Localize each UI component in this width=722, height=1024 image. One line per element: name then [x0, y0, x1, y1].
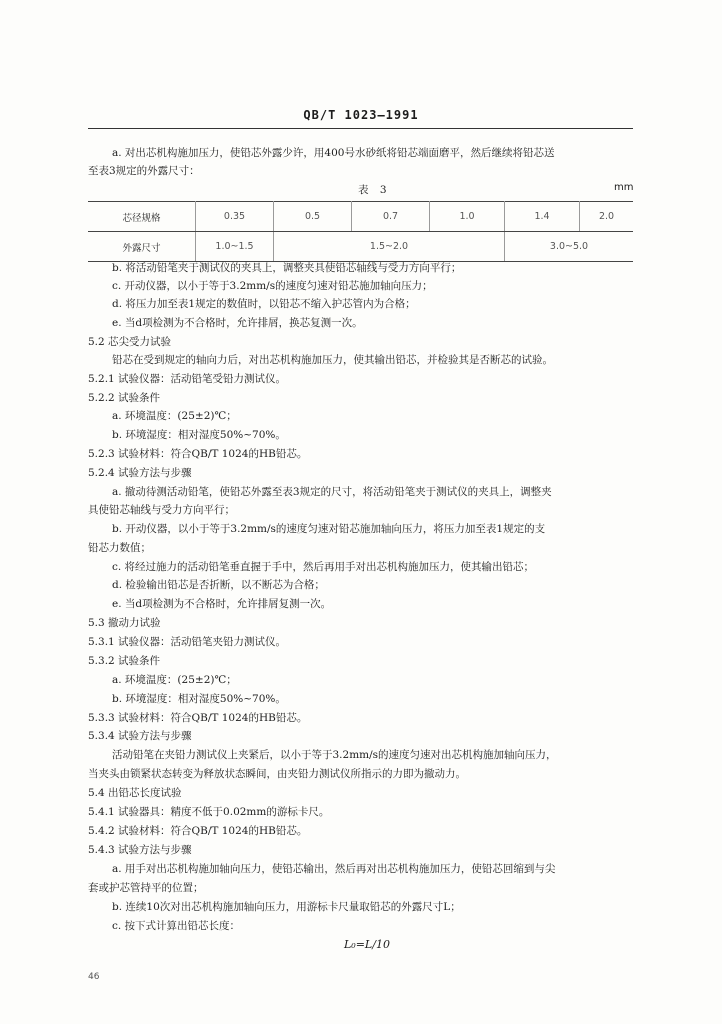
subsection-heading: 5.2.2 试验条件 — [88, 392, 161, 404]
table-cell: 0.35 — [196, 202, 274, 232]
text-line: a. 用手对出芯机构施加轴向压力，使铅芯输出，然后再对出芯机构施加压力，使铅芯回缩到与尖 — [112, 863, 556, 875]
section-heading: 5.2 芯尖受力试验 — [88, 336, 172, 348]
text-line: 当夹头由锁紧状态转变为释放状态瞬间，由夹铅力测试仪所指示的力即为撤动力。 — [88, 768, 466, 780]
section-heading: 5.4 出铅芯长度试验 — [88, 787, 182, 799]
text-line: c. 开动仪器，以小于等于3.2mm/s的速度匀速对铅芯施加轴向压力； — [112, 280, 433, 292]
text-line: a. 环境温度：(25±2)℃； — [112, 410, 237, 422]
text-line: d. 将压力加至表1规定的数值时，以铅芯不缩入护芯管内为合格； — [112, 298, 416, 310]
table-cell: 1.5~2.0 — [274, 232, 505, 262]
table-title: 表 3 — [358, 184, 391, 196]
table-row-label: 芯径规格 — [88, 202, 196, 232]
section-heading: 5.3 撤动力试验 — [88, 617, 161, 629]
subsection-heading: 5.4.1 试验器具：精度不低于0.02mm的游标卡尺。 — [88, 806, 330, 818]
text-line: a. 环境温度：(25±2)℃； — [112, 674, 237, 686]
subsection-heading: 5.4.3 试验方法与步骤 — [88, 844, 192, 856]
text-line: 铅芯在受到规定的轴向力后，对出芯机构施加压力，使其输出铅芯，并检验其是否断芯的试验。 — [112, 354, 553, 366]
subsection-heading: 5.3.1 试验仪器：活动铅笔夹铅力测试仪。 — [88, 636, 287, 648]
page-number: 46 — [88, 972, 100, 982]
subsection-heading: 5.3.3 试验材料：符合QB/T 1024的HB铅芯。 — [88, 712, 308, 724]
subsection-heading: 5.2.4 试验方法与步骤 — [88, 467, 192, 479]
paragraph-a-line-1: a. 对出芯机构施加压力，使铅芯外露少许，用400号水砂纸将铅芯端面磨平，然后继续将铅芯送 — [112, 147, 555, 159]
text-line: b. 环境湿度：相对湿度50%~70%。 — [112, 693, 286, 705]
table-cell: 2.0 — [580, 202, 634, 232]
text-line: 套或护芯管持平的位置； — [88, 882, 204, 894]
table-cell: 1.0~1.5 — [196, 232, 274, 262]
text-line: e. 当d项检测为不合格时，允许排屑复测一次。 — [112, 598, 332, 610]
text-line: b. 将活动铅笔夹于测试仪的夹具上，调整夹具使铅芯轴线与受力方向平行； — [112, 262, 462, 274]
table-cell: 1.4 — [505, 202, 580, 232]
text-line: b. 环境湿度：相对湿度50%~70%。 — [112, 429, 286, 441]
text-line: b. 开动仪器，以小于等于3.2mm/s的速度匀速对铅芯施加轴向压力，将压力加至表1规定的支 — [112, 523, 546, 535]
table-cell: 0.5 — [274, 202, 352, 232]
header-rule — [88, 128, 633, 129]
formula: L₀=L/10 — [344, 938, 390, 951]
spec-table — [88, 201, 633, 262]
text-line: a. 撤动待测活动铅笔，使铅芯外露至表3规定的尺寸，将活动铅笔夹于测试仪的夹具上，调整夹 — [112, 486, 552, 498]
table-row — [88, 232, 633, 262]
subsection-heading: 5.3.4 试验方法与步骤 — [88, 730, 192, 742]
paragraph-a-line-2: 至表3规定的外露尺寸： — [88, 165, 200, 177]
subsection-heading: 5.2.3 试验材料：符合QB/T 1024的HB铅芯。 — [88, 448, 308, 460]
text-line: 具使铅芯轴线与受力方向平行； — [88, 504, 235, 516]
text-line: c. 将经过施力的活动铅笔垂直握于手中，然后再用手对出芯机构施加压力，使其输出铅芯； — [112, 561, 535, 573]
subsection-heading: 5.4.2 试验材料：符合QB/T 1024的HB铅芯。 — [88, 825, 308, 837]
table-cell: 1.0 — [430, 202, 505, 232]
text-line: b. 连续10次对出芯机构施加轴向压力，用游标卡尺量取铅芯的外露尺寸L； — [112, 901, 461, 913]
text-line: c. 按下式计算出铅芯长度： — [112, 920, 241, 932]
table-cell: 0.7 — [352, 202, 430, 232]
standard-code: QB/T 1023—1991 — [303, 108, 419, 122]
table-row-label: 外露尺寸 — [88, 232, 196, 262]
table-row — [88, 202, 633, 232]
text-line: 活动铅笔在夹铅力测试仪上夹紧后，以小于等于3.2mm/s的速度匀速对出芯机构施加轴向压力， — [112, 749, 557, 761]
table-cell: 3.0~5.0 — [505, 232, 634, 262]
table-unit: mm — [614, 182, 634, 193]
subsection-heading: 5.3.2 试验条件 — [88, 655, 161, 667]
text-line: d. 检验输出铅芯是否折断，以不断芯为合格； — [112, 579, 325, 591]
text-line: e. 当d项检测为不合格时，允许排屑，换芯复测一次。 — [112, 317, 363, 329]
text-line: 铅芯力数值； — [88, 542, 151, 554]
subsection-heading: 5.2.1 试验仪器：活动铅笔受铅力测试仪。 — [88, 373, 287, 385]
